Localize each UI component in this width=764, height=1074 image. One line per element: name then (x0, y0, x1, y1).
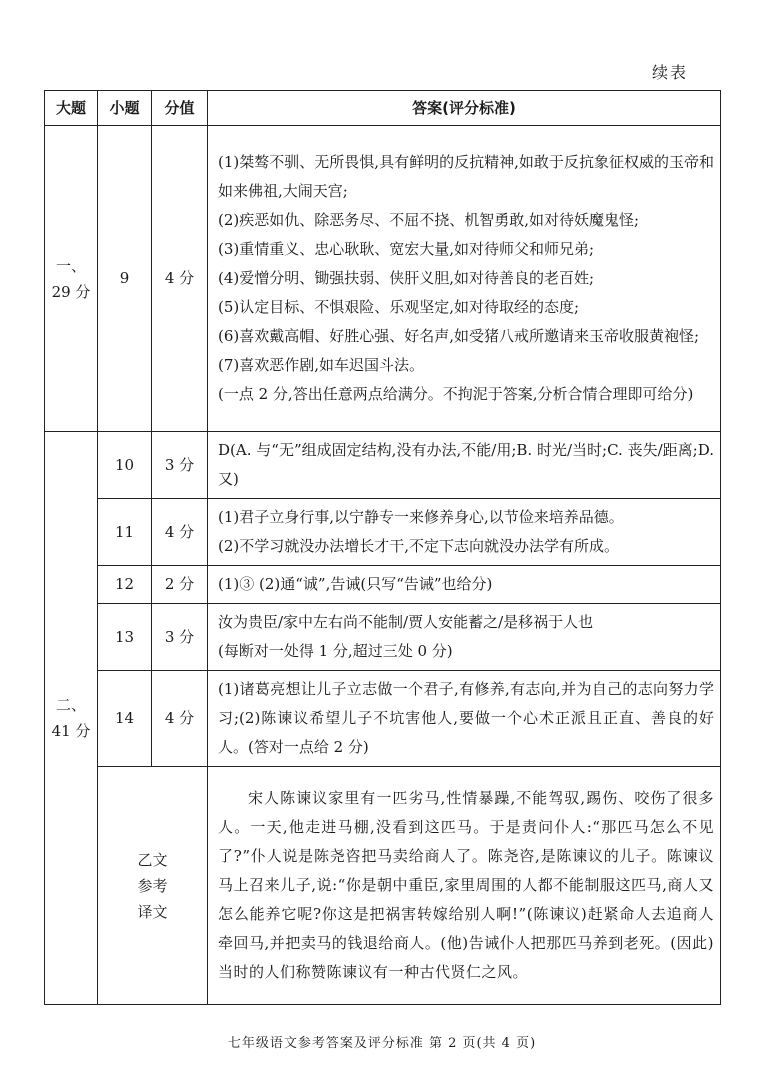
answer-line: (7)喜欢恶作剧,如车迟国斗法。 (218, 356, 425, 374)
translation-label (98, 767, 208, 1005)
table-row (45, 126, 721, 432)
answer-line: (3)重情重义、忠心耿耿、宽宏大量,如对待师父和师兄弟; (218, 240, 595, 258)
answer-line: (每断对一处得 1 分,超过三处 0 分) (218, 642, 453, 660)
section-1-label (45, 126, 98, 432)
answer-cell-q12 (208, 566, 721, 604)
answer-line: D(A. 与“无”组成固定结构,没有办法,不能/用;B. 时光/当时;C. 丧失/距离;D. 又) (218, 441, 714, 488)
answer-line: (6)喜欢戴高帽、好胜心强、好名声,如受猪八戒所邀请来玉帝收服黄袍怪; (218, 327, 700, 345)
table-row (45, 671, 721, 767)
continued-label: 续表 (652, 63, 689, 82)
table-row (45, 432, 721, 499)
answer-line: (1)桀骜不驯、无所畏惧,具有鲜明的反抗精神,如敢于反抗象征权威的玉帝和如来佛祖,大闹天宫; (218, 153, 714, 200)
answer-cell-q13 (208, 604, 721, 671)
header-question: 小题 (98, 91, 152, 126)
answer-line: (1)君子立身行事,以宁静专一来修养身心,以节俭来培养品德。 (218, 508, 624, 526)
page-footer: 七年级语文参考答案及评分标准 第 2 页(共 4 页) (227, 1036, 537, 1051)
question-number: 11 (98, 499, 152, 566)
question-score: 4 分 (152, 671, 208, 767)
section-1-label-line2: 29 分 (51, 282, 91, 301)
header-answer: 答案(评分标准) (208, 91, 721, 126)
question-number: 9 (98, 126, 152, 432)
answer-cell-q11 (208, 499, 721, 566)
header-score: 分值 (152, 91, 208, 126)
answer-cell-q10 (208, 432, 721, 499)
section-1-label-line1: 一、 (55, 256, 86, 275)
answer-line: (1)诸葛亮想让儿子立志做一个君子,有修养,有志向,并为自己的志向努力学习;(2)陈谏议希望儿子不坑害他人,要做一个心术正派且正直、善良的好人。(答对一点给 2 分) (218, 680, 714, 756)
question-number: 12 (98, 566, 152, 604)
answer-cell-q9 (208, 126, 721, 432)
answer-table (44, 90, 721, 1005)
table-header-row (45, 91, 721, 126)
question-number: 10 (98, 432, 152, 499)
answer-line: (2)不学习就没办法增长才干,不定下志向就没办法学有所成。 (218, 537, 620, 555)
section-2-label-line1: 二、 (55, 696, 86, 714)
table-row (45, 499, 721, 566)
question-score: 3 分 (152, 432, 208, 499)
question-number: 14 (98, 671, 152, 767)
translation-label-line1: 乙文 (137, 850, 168, 869)
translation-label-line2: 参考 (137, 876, 168, 895)
table-row (45, 604, 721, 671)
answer-line: (一点 2 分,答出任意两点给满分。不拘泥于答案,分析合情合理即可给分) (218, 385, 694, 403)
question-score: 4 分 (152, 126, 208, 432)
translation-label-line3: 译文 (137, 902, 168, 921)
answer-line: (5)认定目标、不惧艰险、乐观坚定,如对待取经的态度; (218, 298, 580, 316)
answer-line: (2)疾恶如仇、除恶务尽、不屈不挠、机智勇敢,如对待妖魔鬼怪; (218, 211, 640, 229)
answer-cell-q14 (208, 671, 721, 767)
section-2-label-line2: 41 分 (51, 722, 91, 740)
question-score: 2 分 (152, 566, 208, 604)
answer-line: (4)爱憎分明、锄强扶弱、侠肝义胆,如对待善良的老百姓; (218, 269, 595, 287)
section-2-label (45, 432, 98, 1005)
question-score: 3 分 (152, 604, 208, 671)
question-score: 4 分 (152, 499, 208, 566)
translation-cell (208, 767, 721, 1005)
table-row (45, 767, 721, 1005)
table-row (45, 566, 721, 604)
answer-line: 汝为贵臣/家中左右尚不能制/贾人安能蓄之/是移祸于人也 (218, 613, 594, 631)
answer-line: (1)③ (2)通“诚”,告诫(只写“告诫”也给分) (218, 575, 493, 593)
question-number: 13 (98, 604, 152, 671)
translation-text: 宋人陈谏议家里有一匹劣马,性情暴躁,不能驾驭,踢伤、咬伤了很多人。一天,他走进马棚,没看到这匹马。于是责问仆人:“那匹马怎么不见了?”仆人说是陈尧咨把马卖给商人了。陈尧咨,是陈谏议的儿子。陈谏议马上召来儿子,说:“你是朝中重臣,家里周围的人都不能制服这匹马,商人又怎么能养它呢?你这是把祸害转嫁给别人啊!”(陈谏议)赶紧命人去追商人牵回马,并把卖马的钱退给商人。(他)告诫仆人把那匹马养到老死。(因此)当时的人们称赞陈谏议有一种古代贤仁之风。 (218, 789, 714, 981)
header-section: 大题 (45, 91, 98, 126)
